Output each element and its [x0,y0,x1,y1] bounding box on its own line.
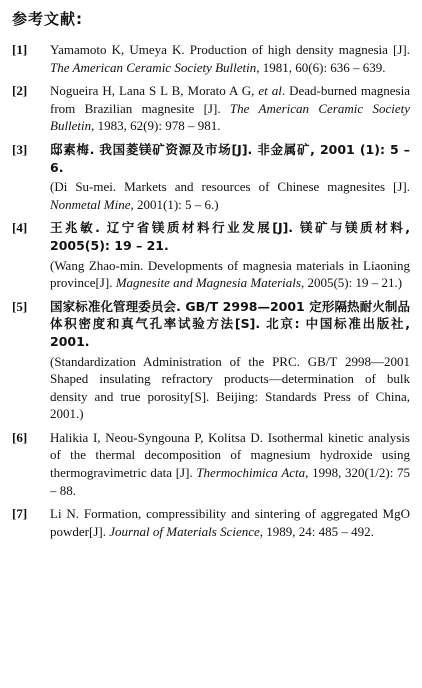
reference-source-title: Thermochimica Acta [196,465,306,481]
reference-segment: 王兆敏. 辽宁省镁质材料行业发展[J]. 镁矿与镁质材料, 2005(5): 19 – 21. [50,220,410,253]
reference-list [12,41,410,540]
reference-segment: 邸素梅. 我国菱镁矿资源及市场[J]. 非金属矿, 2001 (1): 5 – 6. [50,141,410,175]
reference-number: [7] [12,506,28,522]
reference-paragraph [50,257,410,292]
reference-segment: Li N. Formation, compressibility and sintering of aggregated MgO powder[J]. [50,506,410,539]
reference-segment: Halikia I, Neou-Syngouna P, Kolitsa D. Isothermal kinetic analysis of the thermal decomposition of magnesium hydroxide using thermogravimetric data [J]. [50,429,410,481]
reference-number: [1] [12,42,28,57]
reference-number: [3] [12,141,28,157]
reference-number: [4] [12,220,28,236]
reference-segment: (Di Su-mei. Markets and resources of Chinese magnesites [J]. [50,179,410,195]
reference-segment: (Standardization Administration of the PRC. GB/T 2998—2001 Shaped insulating refractory products—determination of bulk density and true porosity[S]. Beijing: Standards Press of China, 2001.) [50,353,410,422]
reference-paragraph [50,298,410,351]
reference-paragraph [50,353,410,423]
reference-item [12,82,410,135]
reference-source-title: Magnesite and Magnesia Materials [115,275,301,291]
reference-item [12,429,410,499]
reference-source-title: The American Ceramic Society Bulletin [50,59,257,75]
reference-paragraph [50,219,410,254]
reference-paragraph [50,141,410,176]
reference-source-title: Nonmetal Mine [50,196,131,212]
references-heading: 参考文献: [12,10,83,28]
reference-segment: , 2001(1): 5 – 6.) [130,196,219,212]
reference-text [50,82,410,135]
reference-text [50,219,410,291]
reference-text [50,505,410,540]
reference-source-title: The American Ceramic Society Bulletin [50,100,410,134]
reference-item [12,41,410,76]
reference-text [50,298,410,423]
reference-paragraph [50,429,410,499]
reference-item [12,505,410,540]
reference-segment: Yamamoto K, Umeya K. Production of high density magnesia [J]. [50,42,410,57]
reference-number: [5] [12,298,28,314]
reference-segment: 国家标准化管理委员会. GB/T 2998—2001 定形隔热耐火制品 体积密度和真气孔率试验方法[S]. 北京: 中国标准出版社, 2001. [50,298,410,349]
reference-source-title: et al [258,83,282,99]
reference-source-title: Journal of Materials Science [109,523,260,539]
reference-text [50,141,410,213]
reference-paragraph [50,82,410,135]
reference-segment: (Wang Zhao-min. Developments of magnesia materials in Liaoning province[J]. [50,257,410,291]
reference-item [12,141,410,213]
reference-segment: , 1983, 62(9): 978 – 981. [91,118,221,134]
reference-text [50,429,410,499]
reference-number: [2] [12,83,28,99]
reference-segment: , 1981, 60(6): 636 – 639. [256,59,386,75]
reference-item [12,298,410,423]
reference-paragraph [50,505,410,540]
reference-segment: , 2005(5): 19 – 21.) [300,275,403,291]
reference-paragraph [50,178,410,213]
reference-item [12,219,410,291]
reference-number: [6] [12,429,28,445]
reference-segment: . Dead-burned magnesia from Brazilian magnesite [J]. [50,83,410,116]
reference-text [50,41,410,76]
reference-paragraph [50,41,410,76]
reference-segment: , 1998, 320(1/2): 75 – 88. [50,465,411,498]
reference-segment: , 1989, 24: 485 – 492. [259,523,374,539]
reference-segment: Nogueira H, Lana S L B, Morato A G, [50,83,259,99]
